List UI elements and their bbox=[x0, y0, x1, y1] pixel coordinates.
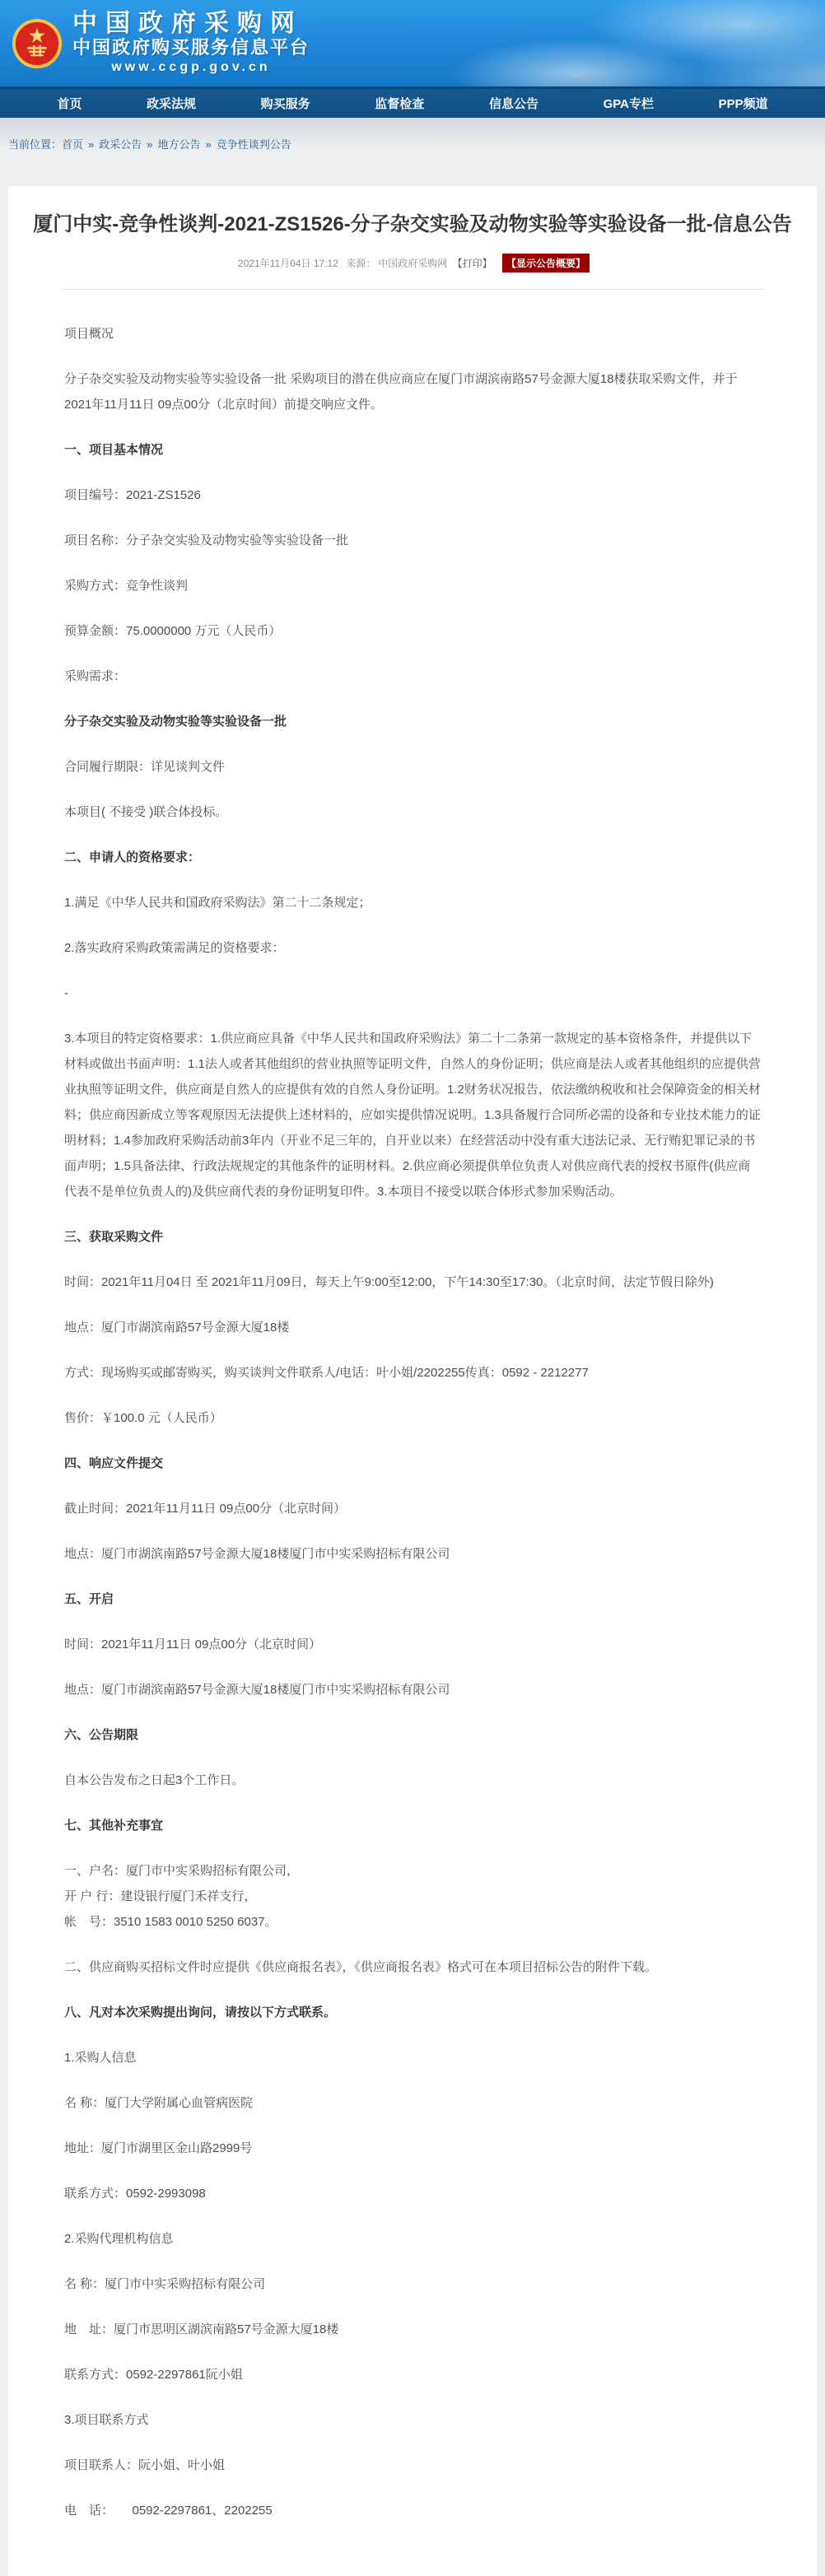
breadcrumb-separator: » bbox=[88, 138, 95, 151]
section-heading: 七、其他补充事宜 bbox=[64, 1819, 164, 1833]
section-heading: 八、凡对本次采购提出询问，请按以下方式联系。 bbox=[64, 2005, 337, 2019]
breadcrumb-band bbox=[0, 118, 825, 173]
section-heading: 四、响应文件提交 bbox=[64, 1456, 164, 1470]
article-paragraph: 截止时间：2021年11月11日 09点00分（北京时间） bbox=[64, 1502, 347, 1516]
article-paragraph: 时间：2021年11月04日 至 2021年11月09日，每天上午9:00至12:00，下午14:30至17:30。（北京时间，法定节假日除外) bbox=[64, 1275, 714, 1289]
site-title: 中国政府采购网 bbox=[72, 9, 303, 37]
article-paragraph: 3.本项目的特定资格要求：1.供应商应具备《中华人民共和国政府采购法》第二十二条第一款规定的基本资格条件，并提供以下材料或做出书面声明：1.1法人或者其他组织的营业执照等证明文件，自然人的身份证明；供应商是法人或者其他组织的应提供营业执照等证明文件，供应商是自然人的应提供有效的自然人身份证明。1.2财务状况报告，依法缴纳税收和社会保障资金的相关材料；供应商因新成立等客观原因无法提供上述材料的，应如实提供情况说明。1.3具备履行合同所必需的设备和专业技术能力的证明材料；1.4参加政府采购活动前3年内（开业不足三年的，自开业以来）在经营活动中没有重大违法记录、无行贿犯罪记录的书面声明；1.5具备法律、行政法规规定的其他条件的证明材料。2.供应商必须提供单位负责人对供应商代表的授权书原件(供应商代表不是单位负责人的)及供应商代表的身份证明复印件。3.本项目不接受以联合体形式参加采购活动。 bbox=[64, 1032, 761, 1199]
article-paragraph: 联系方式：0592-2297861阮小姐 bbox=[64, 2368, 243, 2382]
article-paragraph: 地点：厦门市湖滨南路57号金源大厦18楼厦门市中实采购招标有限公司 bbox=[64, 1547, 450, 1561]
article-paragraph: 联系方式：0592-2993098 bbox=[64, 2187, 206, 2201]
article-paragraph: 2.采购代理机构信息 bbox=[64, 2232, 174, 2246]
site-logo-text bbox=[72, 11, 310, 77]
section-heading: 五、开启 bbox=[64, 1592, 114, 1606]
article-paragraph: 一、户名：厦门市中实采购招标有限公司， 开 户 行：建设银行厦门禾祥支行， 帐 号：3510 1583 0010 5250 6037。 bbox=[64, 1864, 300, 1929]
nav-item-home[interactable]: 首页 bbox=[57, 97, 82, 111]
site-url: www.ccgp.gov.cn bbox=[111, 59, 271, 74]
article-paragraph: - bbox=[64, 986, 68, 1000]
nav-item-services[interactable]: 购买服务 bbox=[260, 97, 310, 111]
article-paragraph: 地址：厦门市湖里区金山路2999号 bbox=[64, 2141, 253, 2155]
article-paragraph: 地点：厦门市湖滨南路57号金源大厦18楼厦门市中实采购招标有限公司 bbox=[64, 1683, 450, 1697]
article-paragraph: 分子杂交实验及动物实验等实验设备一批 bbox=[64, 715, 287, 729]
article-meta bbox=[8, 254, 817, 273]
breadcrumb-link[interactable]: 首页 bbox=[62, 138, 84, 151]
site-logo[interactable] bbox=[0, 11, 310, 77]
article-paragraph: 3.项目联系方式 bbox=[64, 2413, 149, 2427]
article-body bbox=[8, 290, 817, 2551]
article-paragraph: 地点：厦门市湖滨南路57号金源大厦18楼 bbox=[64, 1321, 290, 1335]
nav-item-ppp[interactable]: PPP频道 bbox=[718, 97, 768, 111]
article-paragraph: 合同履行期限：详见谈判文件 bbox=[64, 760, 226, 774]
print-button[interactable]: 【打印】 bbox=[452, 258, 492, 269]
section-heading: 一、项目基本情况 bbox=[64, 443, 164, 457]
article-paragraph: 分子杂交实验及动物实验等实验设备一批 采购项目的潜在供应商应在厦门市湖滨南路57号金源大厦18楼获取采购文件，并于2021年11月11日 09点00分（北京时间）前提交响应文件。 bbox=[64, 372, 738, 412]
breadcrumb bbox=[0, 136, 825, 151]
article-paragraph: 本项目( 不接受 )联合体投标。 bbox=[64, 805, 228, 819]
article-paragraph: 项目名称：分子杂交实验及动物实验等实验设备一批 bbox=[64, 533, 349, 547]
main-nav bbox=[0, 86, 825, 118]
meta-source: 中国政府采购网 bbox=[378, 258, 448, 269]
article-paragraph: 名 称：厦门大学附属心血管病医院 bbox=[64, 2096, 254, 2110]
nav-item-announcements[interactable]: 信息公告 bbox=[488, 97, 538, 111]
nav-item-gpa[interactable]: GPA专栏 bbox=[603, 97, 654, 111]
site-subtitle: 中国政府购买服务信息平台 bbox=[72, 36, 310, 58]
page-title: 厦门中实-竞争性谈判-2021-ZS1526-分子杂交实验及动物实验等实验设备一批-信息公告 bbox=[33, 213, 792, 235]
article-paragraph: 电 话： 0592-2297861、2202255 bbox=[64, 2504, 273, 2518]
meta-source-label: 来源： bbox=[346, 258, 376, 269]
article-paragraph: 采购需求： bbox=[64, 669, 127, 683]
article-paragraph: 1.采购人信息 bbox=[64, 2051, 137, 2065]
article-paragraph: 方式：现场购买或邮寄购买，购买谈判文件联系人/电话：叶小姐/2202255传真：0592 - 2212277 bbox=[64, 1366, 589, 1380]
article-paragraph: 预算金额：75.0000000 万元（人民币） bbox=[64, 624, 282, 638]
section-heading: 三、获取采购文件 bbox=[64, 1230, 164, 1244]
breadcrumb-separator: » bbox=[205, 138, 212, 151]
article-paragraph: 售价：￥100.0 元（人民币） bbox=[64, 1411, 222, 1425]
nav-item-policy[interactable]: 政采法规 bbox=[146, 97, 196, 111]
article-paragraph: 自本公告发布之日起3个工作日。 bbox=[64, 1773, 245, 1787]
breadcrumb-link[interactable]: 竞争性谈判公告 bbox=[216, 138, 291, 151]
article-paragraph: 2.落实政府采购政策需满足的资格要求： bbox=[64, 941, 285, 955]
meta-datetime: 2021年11月04日 17:12 bbox=[238, 258, 338, 269]
site-header bbox=[0, 0, 825, 86]
article-paragraph: 采购方式：竞争性谈判 bbox=[64, 579, 189, 593]
summary-toggle-button[interactable]: 【显示公告概要】 bbox=[502, 254, 590, 273]
breadcrumb-prefix: 当前位置： bbox=[8, 138, 63, 151]
nav-item-supervision[interactable]: 监督检查 bbox=[375, 97, 425, 111]
breadcrumb-link[interactable]: 地方公告 bbox=[157, 138, 201, 151]
breadcrumb-link[interactable]: 政采公告 bbox=[99, 138, 142, 151]
article-paragraph: 项目联系人：阮小姐、叶小姐 bbox=[64, 2458, 226, 2472]
section-heading: 六、公告期限 bbox=[64, 1728, 139, 1742]
article-paragraph: 时间：2021年11月11日 09点00分（北京时间） bbox=[64, 1637, 322, 1651]
section-heading: 二、申请人的资格要求： bbox=[64, 850, 201, 864]
article-paragraph: 名 称：厦门市中实采购招标有限公司 bbox=[64, 2277, 266, 2291]
article-paragraph: 1.满足《中华人民共和国政府采购法》第二十二条规定； bbox=[64, 896, 371, 910]
national-emblem-icon bbox=[12, 18, 63, 69]
article-paragraph: 地 址：厦门市思明区湖滨南路57号金源大厦18楼 bbox=[64, 2322, 339, 2336]
article-paragraph: 项目概况 bbox=[64, 327, 114, 341]
article-paragraph: 项目编号：2021-ZS1526 bbox=[64, 488, 201, 502]
breadcrumb-separator: » bbox=[147, 138, 153, 151]
article-paragraph: 二、供应商购买招标文件时应提供《供应商报名表》，《供应商报名表》格式可在本项目招标公告的附件下载。 bbox=[64, 1960, 658, 1974]
breadcrumb-links bbox=[62, 138, 291, 151]
content-card bbox=[8, 186, 817, 2576]
